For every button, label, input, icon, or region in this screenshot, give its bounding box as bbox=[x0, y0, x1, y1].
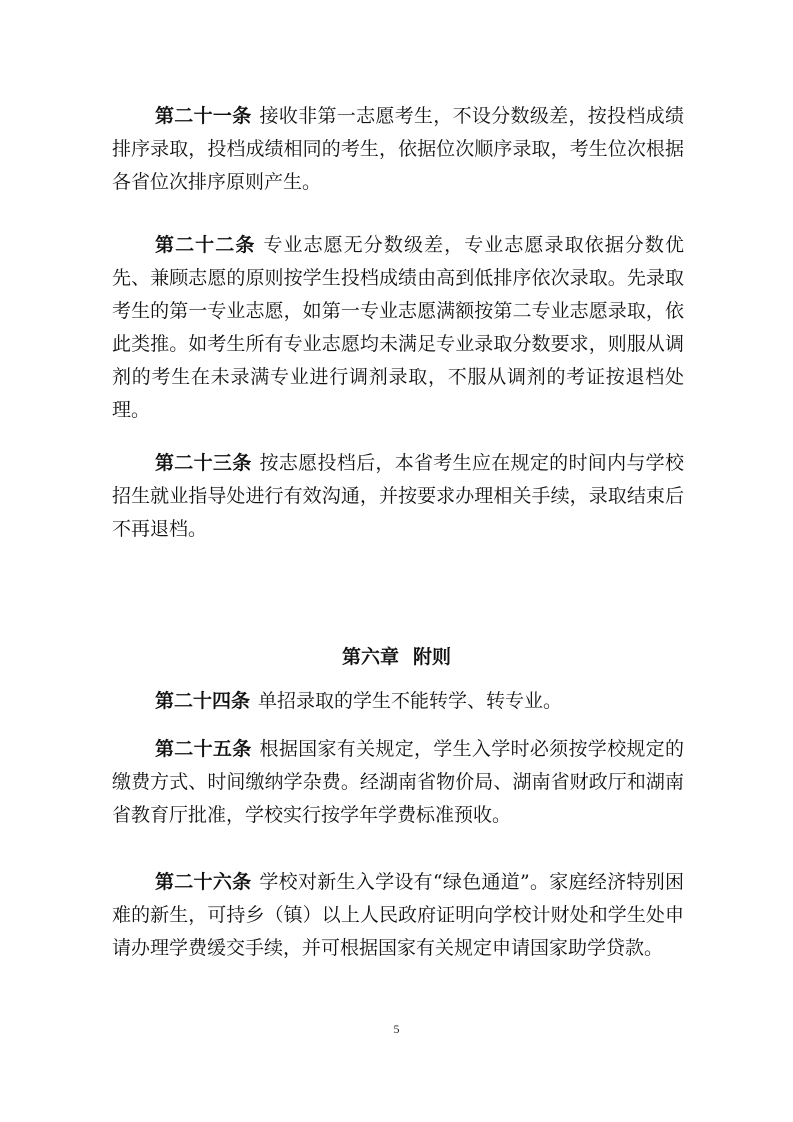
chapter-number: 第六章 bbox=[341, 646, 399, 668]
page-number: 5 bbox=[393, 1022, 400, 1036]
article-24 bbox=[112, 685, 684, 718]
article-text: 专业志愿无分数级差，专业志愿录取依据分数优先、兼顾志愿的原则按学生投档成绩由高到低排序依次录取。先录取考生的第一专业志愿，如第一专业志愿满额按第二专业志愿录取，依此类推。如考生所有专业志愿均未满足专业录取分数要求，则服从调剂的考生在未录满专业进行调剂录取，不服从调剂的考证按退档处理。 bbox=[112, 234, 684, 421]
article-heading: 第二十六条 bbox=[155, 871, 252, 893]
article-25 bbox=[112, 733, 684, 832]
article-heading: 第二十五条 bbox=[155, 738, 252, 760]
article-text: 按志愿投档后，本省考生应在规定的时间内与学校招生就业指导处进行有效沟通，并按要求办理相关手续，录取结束后不再退档。 bbox=[112, 452, 684, 540]
article-heading: 第二十二条 bbox=[155, 234, 256, 256]
article-heading: 第二十一条 bbox=[155, 105, 252, 127]
article-heading: 第二十四条 bbox=[155, 690, 251, 712]
article-text: 学校对新生入学设有“绿色通道”。家庭经济特别困难的新生，可持乡（镇）以上人民政府证明向学校计财处和学生处申请办理学费缓交手续，并可根据国家有关规定申请国家助学贷款。 bbox=[112, 871, 684, 959]
article-26 bbox=[112, 866, 684, 965]
chapter-heading bbox=[0, 641, 793, 674]
chapter-title: 附则 bbox=[413, 646, 452, 668]
article-23 bbox=[112, 447, 684, 546]
article-text: 接收非第一志愿考生，不设分数级差，按投档成绩排序录取，投档成绩相同的考生，依据位次顺序录取，考生位次根据各省位次排序原则产生。 bbox=[112, 105, 684, 193]
article-heading: 第二十三条 bbox=[155, 452, 252, 474]
article-22 bbox=[112, 229, 684, 427]
article-text: 根据国家有关规定，学生入学时必须按学校规定的缴费方式、时间缴纳学杂费。经湖南省物价局、湖南省财政厅和湖南省教育厅批准，学校实行按学年学费标准预收。 bbox=[112, 738, 684, 826]
article-text: 单招录取的学生不能转学、转专业。 bbox=[258, 690, 563, 712]
article-21 bbox=[112, 100, 684, 199]
